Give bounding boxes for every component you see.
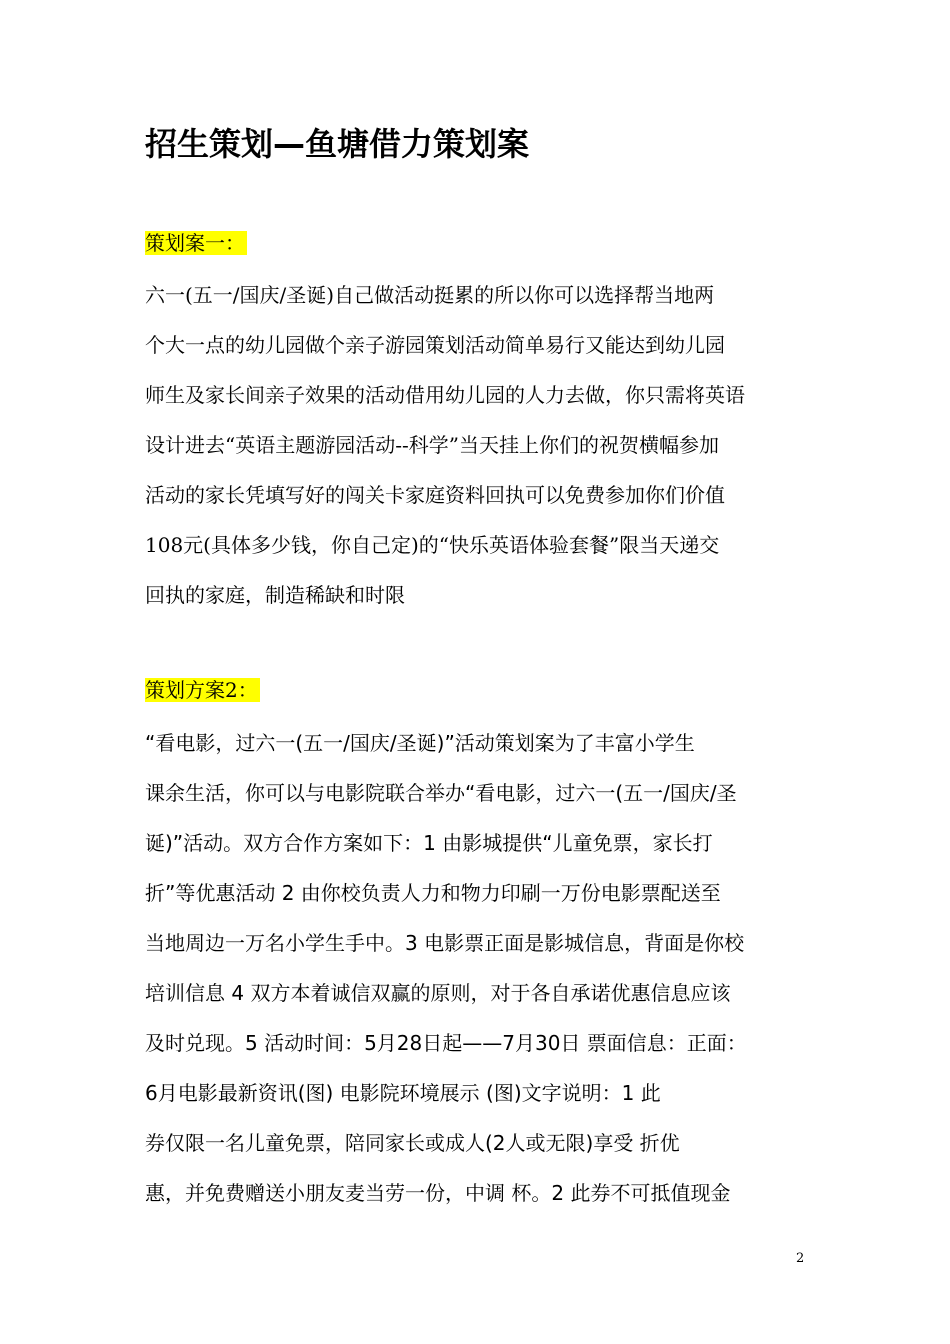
body-line: 诞)”活动。双方合作方案如下：1 由影城提供“儿童免票，家长打: [145, 831, 713, 855]
body-line: 师生及家长间亲子效果的活动借用幼儿园的人力去做，你只需将英语: [145, 383, 745, 407]
body-line: 惠，并免费赠送小朋友麦当劳一份，中调 杯。2 此券不可抵值现金: [145, 1181, 731, 1205]
body-line: “看电影，过六一(五一/国庆/圣诞)”活动策划案为了丰富小学生: [145, 731, 695, 755]
section-body-plan-1: [145, 270, 810, 620]
body-line: 当地周边一万名小学生手中。3 电影票正面是影城信息，背面是你校: [145, 931, 745, 955]
section-body-plan-2: [145, 718, 810, 1218]
body-line: 折”等优惠活动 2 由你校负责人力和物力印刷一万份电影票配送至: [145, 881, 721, 905]
body-line: 108元(具体多少钱，你自己定)的“快乐英语体验套餐”限当天递交: [145, 533, 720, 557]
body-line: 课余生活，你可以与电影院联合举办“看电影，过六一(五一/国庆/圣: [145, 781, 737, 805]
body-line: 回执的家庭，制造稀缺和时限: [145, 583, 405, 607]
body-line: 券仅限一名儿童免票，陪同家长或成人(2人或无限)享受 折优: [145, 1131, 680, 1155]
section-heading-plan-2: [145, 675, 260, 705]
body-line: 六一(五一/国庆/圣诞)自己做活动挺累的所以你可以选择帮当地两: [145, 283, 715, 307]
document-title: 招生策划—鱼塘借力策划案: [145, 125, 530, 163]
highlighted-heading-text: 策划方案2：: [145, 678, 258, 702]
section-heading-plan-1: [145, 228, 247, 258]
body-line: 设计进去“英语主题游园活动--科学”当天挂上你们的祝贺横幅参加: [145, 433, 719, 457]
page-number: 2: [796, 1251, 805, 1266]
body-line: 及时兑现。5 活动时间：5月28日起——7月30日 票面信息：正面：: [145, 1031, 747, 1055]
body-line: 个大一点的幼儿园做个亲子游园策划活动简单易行又能达到幼儿园: [145, 333, 725, 357]
body-line: 培训信息 4 双方本着诚信双赢的原则，对于各自承诺优惠信息应该: [145, 981, 731, 1005]
body-line: 活动的家长凭填写好的闯关卡家庭资料回执可以免费参加你们价值: [145, 483, 725, 507]
highlighted-heading-text: 策划案一：: [145, 231, 245, 255]
body-line: 6月电影最新资讯(图) 电影院环境展示 (图)文字说明：1 此: [145, 1081, 661, 1105]
